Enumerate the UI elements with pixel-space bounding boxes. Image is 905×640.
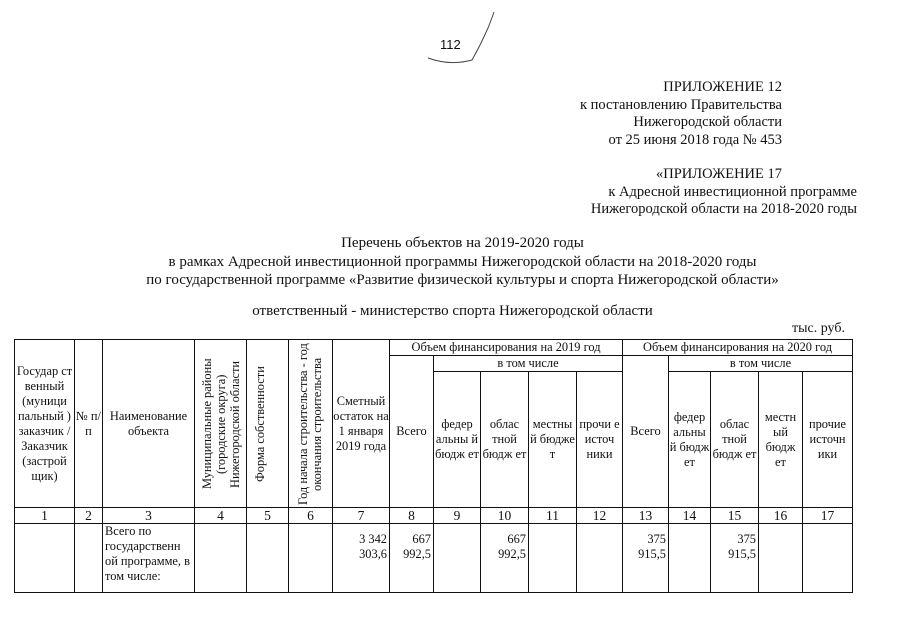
title-line2: в рамках Адресной инвестиционной программы Нижегородской области на 2018-2020 годы: [168, 253, 757, 270]
appendix-12-line2: к постановлению Правительства: [580, 96, 782, 113]
title-line3: по государственной программе «Развитие физической культуры и спорта Нижегородской области»: [146, 272, 779, 288]
appendix-12-title: ПРИЛОЖЕНИЕ 12: [663, 79, 782, 95]
col-number-cell: 3: [103, 508, 195, 524]
other-2019-header: прочи е источ ники: [577, 372, 623, 508]
ownership-header-text: Форма собственности: [252, 365, 267, 482]
cell-years: [289, 524, 333, 593]
cell-other-2020: [803, 524, 853, 593]
col-years-header: [289, 340, 333, 508]
local-2020-header: местн ый бюдж ет: [759, 372, 803, 508]
col-number-cell: 1: [15, 508, 75, 524]
col-number-cell: 9: [434, 508, 481, 524]
col-number-cell: 10: [481, 508, 529, 524]
cell-total-2020: 375 915,5: [623, 524, 669, 593]
col-number-cell: 8: [390, 508, 434, 524]
responsible-line: ответственный - министерство спорта Нижегородской области: [252, 303, 653, 319]
fin-2020-header: Объем финансирования на 2020 год: [623, 340, 853, 356]
cell-name: Всего по государственн ой программе, в том числе:: [103, 524, 195, 593]
col-number-cell: 14: [669, 508, 711, 524]
col-number-cell: 4: [195, 508, 247, 524]
objects-table: [14, 339, 853, 593]
appendix-17-line2: к Адресной инвестиционной программе: [608, 183, 857, 200]
title-line1: Перечень объектов на 2019-2020 годы: [341, 235, 584, 251]
cell-local-2020: [759, 524, 803, 593]
total-2020-header: Всего: [623, 356, 669, 508]
cell-district: [195, 524, 247, 593]
col-number-cell: 17: [803, 508, 853, 524]
col-estimate-header: Сметный остаток на 1 января 2019 года: [333, 340, 390, 508]
total-2019-header: Всего: [390, 356, 434, 508]
appendix-17-title: «ПРИЛОЖЕНИЕ 17: [656, 166, 782, 182]
page-number: 112: [440, 37, 461, 52]
incl-2019-header: в том числе: [434, 356, 623, 372]
col-districts-header: [195, 340, 247, 508]
col-name-header: Наименование объекта: [103, 340, 195, 508]
regional-2020-header: облас тной бюдж ет: [711, 372, 759, 508]
appendix-17-block: [591, 166, 857, 219]
cell-other-2019: [577, 524, 623, 593]
years-header-text: Год начала строительства - год окончания строительства: [295, 342, 324, 505]
local-2019-header: местны й бюдже т: [529, 372, 577, 508]
appendix-12-line3: Нижегородской области: [633, 114, 782, 130]
regional-2019-header: облас тной бюдж ет: [481, 372, 529, 508]
cell-local-2019: [529, 524, 577, 593]
appendix-12-block: [580, 79, 782, 149]
cell-total-2019: 667 992,5: [390, 524, 434, 593]
fin-2019-header: Объем финансирования на 2019 год: [390, 340, 623, 356]
document-title: [0, 234, 905, 290]
federal-2020-header: федер альны й бюдж ет: [669, 372, 711, 508]
cell-regional-2019: 667 992,5: [481, 524, 529, 593]
cell-federal-2020: [669, 524, 711, 593]
cell-estimate: 3 342 303,6: [333, 524, 390, 593]
col-number-cell: 12: [577, 508, 623, 524]
cell-regional-2020: 375 915,5: [711, 524, 759, 593]
appendix-17-line3: Нижегородской области на 2018-2020 годы: [590, 201, 857, 217]
col-number-cell: 15: [711, 508, 759, 524]
cell-customer: [15, 524, 75, 593]
districts-header-text: Муниципальные районы (городские округа) Нижегородской области: [199, 358, 242, 489]
other-2020-header: прочие источн ики: [803, 372, 853, 508]
col-number-header: № п/п: [75, 340, 103, 508]
col-number-cell: 16: [759, 508, 803, 524]
col-number-cell: 13: [623, 508, 669, 524]
table-row: [15, 524, 853, 593]
unit-label: тыс. руб.: [792, 321, 845, 336]
col-number-cell: 6: [289, 508, 333, 524]
cell-federal-2019: [434, 524, 481, 593]
appendix-12-line4: от 25 июня 2018 года № 453: [608, 131, 782, 148]
col-number-cell: 5: [247, 508, 289, 524]
cell-ownership: [247, 524, 289, 593]
col-customer-header: Государ ст венный (муници пальный ) заказчик / Заказчик (застрой щик): [15, 340, 75, 508]
col-number-cell: 2: [75, 508, 103, 524]
col-ownership-header: [247, 340, 289, 508]
incl-2020-header: в том числе: [669, 356, 853, 372]
col-number-cell: 11: [529, 508, 577, 524]
col-number-cell: 7: [333, 508, 390, 524]
cell-number: [75, 524, 103, 593]
column-numbers-row: [15, 508, 853, 524]
federal-2019-header: федер альны й бюдж ет: [434, 372, 481, 508]
